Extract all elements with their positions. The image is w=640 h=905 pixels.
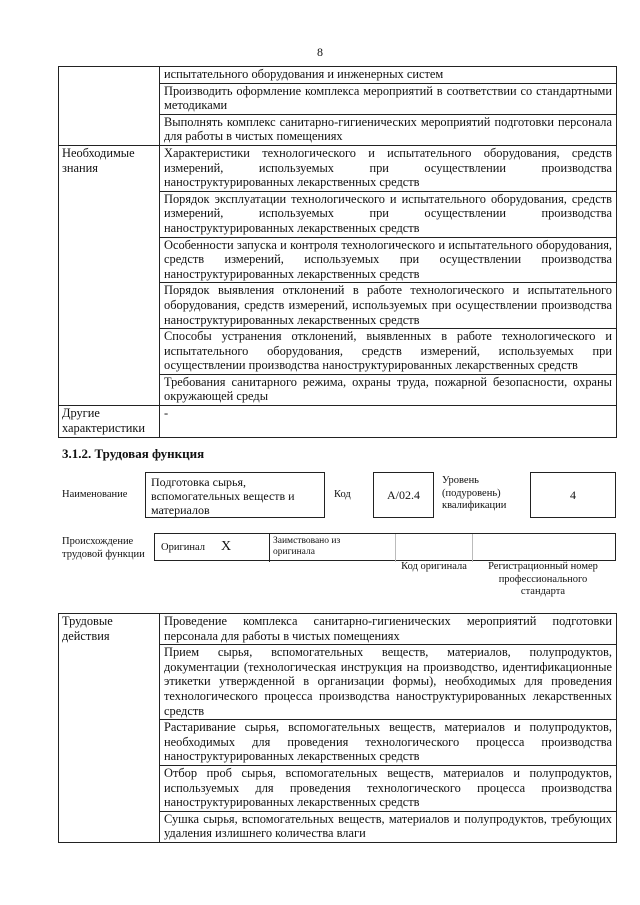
row-label-other: Другие характеристики xyxy=(59,406,160,438)
function-name-box xyxy=(145,472,325,518)
table-cell: Отбор проб сырья, вспомогательных веществ, материалов и полупродуктов, используемых для проведения технологического процесса производства наноструктурированных лекарственных средств xyxy=(160,765,617,811)
code-caption: Код оригинала xyxy=(401,561,467,572)
section-heading: 3.1.2. Трудовая функция xyxy=(62,446,205,461)
table-cell: Требования санитарного режима, охраны труда, пожарной безопасности, охраны окружающей среды xyxy=(160,374,617,405)
table-cell: - xyxy=(160,406,617,438)
table-cell: Проведение комплекса санитарно-гигиенических мероприятий подготовки персонала для работы в чистых помещениях xyxy=(160,614,617,645)
code-box xyxy=(373,472,434,518)
table-cell: Порядок эксплуатации технологического и испытательного оборудования, средств измерений, используемых при осуществлении производства наноструктурированных лекарственных средств xyxy=(160,191,617,237)
level-box xyxy=(530,472,616,518)
original-label: Оригинал xyxy=(161,542,205,553)
divider xyxy=(269,534,270,562)
code-value: A/02.4 xyxy=(387,488,420,502)
level-label: Уровень (подуровень) квалификации xyxy=(442,475,507,511)
function-name-value: Подготовка сырья, вспомогательных веществ и материалов xyxy=(151,475,295,517)
table-cell: испытательного оборудования и инженерных систем xyxy=(160,67,617,84)
table-cell: Особенности запуска и контроля технологического и испытательного оборудования, средств измерений, используемых при осуществлении производства наноструктурированных лекарственных средств xyxy=(160,237,617,283)
origin-box xyxy=(154,533,616,561)
table-cell: Способы устранения отклонений, выявленных в работе технологического и испытательного оборудования, средств измерений, используемых при осуществлении производства наноструктурированных лекарственных средств xyxy=(160,329,617,375)
page-number: 8 xyxy=(317,45,323,59)
origin-label: Происхождение трудовой функции xyxy=(62,536,145,560)
name-label: Наименование xyxy=(62,489,128,500)
table-cell: Растаривание сырья, вспомогательных веществ, материалов и полупродуктов, необходимых для проведения технологического процесса производства наноструктурированных лекарственных средств xyxy=(160,720,617,766)
labor-actions-table xyxy=(58,613,617,843)
skills-knowledge-table xyxy=(58,66,617,438)
table-cell: Сушка сырья, вспомогательных веществ, материалов и полупродуктов, требующих удаления излишнего количества влаги xyxy=(160,811,617,842)
table-cell: Характеристики технологического и испытательного оборудования, средств измерений, используемых при осуществлении производства наноструктурированных лекарственных средств xyxy=(160,145,617,191)
original-mark: X xyxy=(221,539,232,554)
table-cell: Порядок выявления отклонений в работе технологического и испытательного оборудования, средств измерений, используемых при осуществлении производства наноструктурированных лекарственных средств xyxy=(160,283,617,329)
table-cell: Выполнять комплекс санитарно-гигиенических мероприятий подготовки персонала для работы в чистых помещениях xyxy=(160,114,617,145)
divider xyxy=(472,534,473,562)
table-cell: Прием сырья, вспомогательных веществ, материалов, полупродуктов, документации (технологическая инструкция на производство, идентификационные этикетки утвержденной в организации формы), необходимых для проведения технологического процесса производства наноструктурированных лекарственных средств xyxy=(160,645,617,720)
code-label: Код xyxy=(334,489,351,500)
reg-caption: Регистрационный номер профессионального стандарта xyxy=(488,561,598,597)
level-value: 4 xyxy=(570,488,576,502)
row-label-skills xyxy=(59,67,160,146)
borrowed-label: Заимствовано из оригинала xyxy=(273,536,341,557)
row-label-knowledge: Необходимые знания xyxy=(59,145,160,405)
divider xyxy=(395,534,396,562)
row-label-actions: Трудовые действия xyxy=(59,614,160,843)
table-cell: Производить оформление комплекса мероприятий в соответствии со стандартными методиками xyxy=(160,83,617,114)
